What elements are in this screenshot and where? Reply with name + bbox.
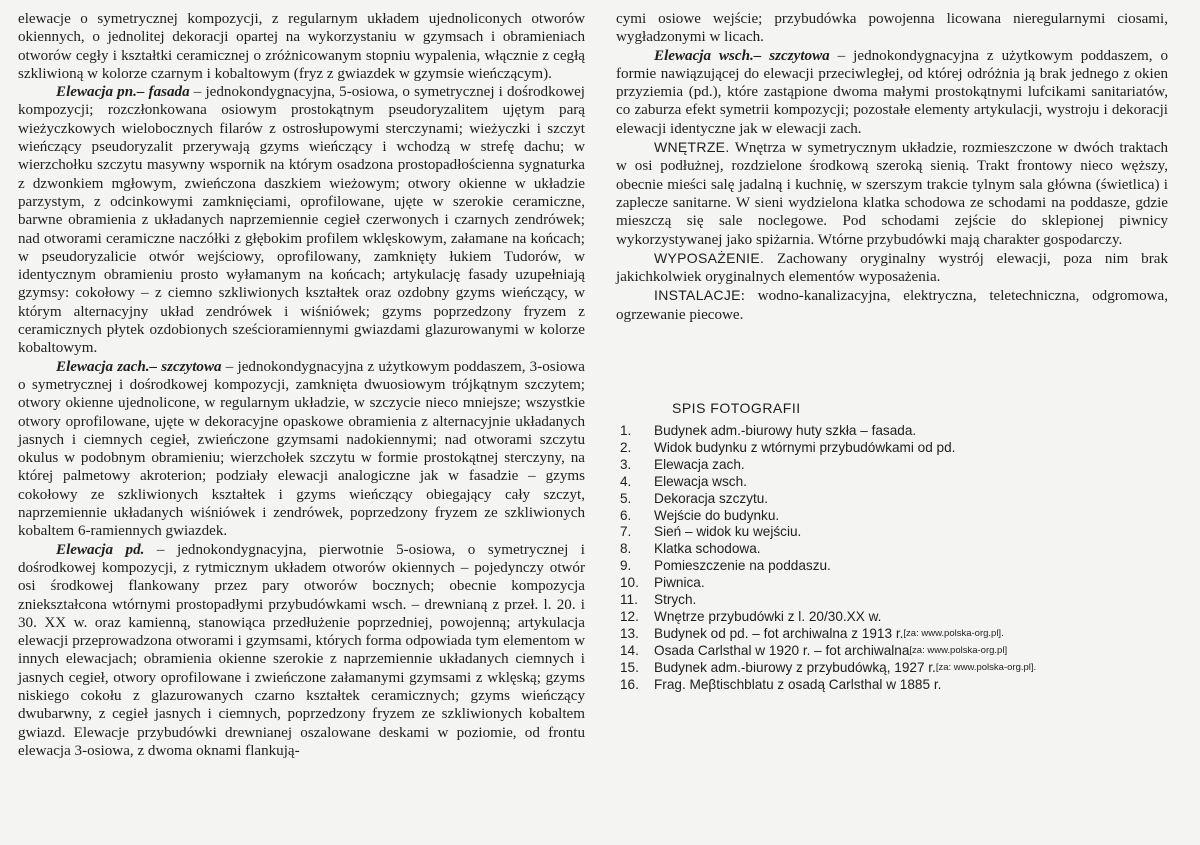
photo-list-item	[620, 474, 1180, 491]
photo-list-caption: Budynek adm.-biurowy z przybudówką, 1927 r.	[654, 659, 936, 675]
photo-list-caption: Frag. Meβtischblatu z osadą Carlsthal w 1885 r.	[654, 676, 942, 692]
heading-south-elevation: Elewacja pd.	[56, 541, 145, 558]
photo-list-source: [za: www.polska-org.pl].	[903, 627, 1004, 639]
heading-east-elevation: Elewacja wsch.– szczytowa	[654, 47, 830, 64]
photo-list-item	[620, 660, 1180, 677]
photo-list-number: 1.	[620, 423, 632, 438]
photo-list-caption: Widok budynku z wtórnymi przybudówkami od pd.	[654, 439, 956, 455]
photo-list-number: 14.	[620, 642, 639, 658]
photo-list-number: 13.	[620, 625, 639, 641]
photo-list-caption: Elewacja wsch.	[654, 473, 747, 489]
left-text-column	[18, 10, 585, 760]
photo-list	[620, 423, 1180, 694]
paragraph-continuation: cymi osiowe wejście; przybudówka powojenna licowana nieregularnymi ciosami, wygładzonymi w licach.	[616, 11, 1168, 46]
photo-list-number: 3.	[620, 456, 632, 472]
photo-list-number: 16.	[620, 676, 639, 692]
paragraph-interior	[616, 138, 1168, 249]
body-equipment: Zachowany oryginalny wystrój elewacji, poza nim brak jakichkolwiek oryginalnych elementów wyposażenia.	[616, 250, 1168, 286]
photo-list-number: 7.	[620, 524, 632, 540]
photo-list-item	[620, 643, 1180, 660]
body-east-elevation: – jednokondygnacyjna z użytkowym poddaszem, o formie nawiązującej do elewacji przeciwległej, od której odróżnia ją brak jednego z okien przyziemia (pd.), które zastąpione dwoma małymi prostokątnymi lufcikami sanitariatów, co zaburza efekt symetrii kompozycji; pozostałe elementy artykulacji, wystroju i dekoracji elewacji identyczne jak w elewacji zach.	[616, 47, 1168, 137]
paragraph-east-elevation	[616, 47, 1168, 138]
photo-list-caption: Budynek adm.-biurowy huty szkła – fasada.	[654, 423, 917, 438]
photo-list-item	[620, 524, 1180, 541]
photo-list-number: 10.	[620, 575, 639, 591]
paragraph-west-elevation	[18, 358, 585, 541]
photo-list-number: 9.	[620, 558, 632, 574]
photo-list-caption: Elewacja zach.	[654, 456, 745, 472]
photo-list-number: 4.	[620, 473, 632, 489]
heading-north-elevation: Elewacja pn.– fasada	[56, 84, 190, 101]
photo-list-item	[620, 440, 1180, 457]
photo-list-caption: Pomieszczenie na poddaszu.	[654, 558, 831, 574]
photo-list-caption: Budynek od pd. – fot archiwalna z 1913 r.	[654, 625, 904, 641]
paragraph-south-elevation	[18, 541, 585, 761]
photo-list-caption: Wnętrze przybudówki z l. 20/30.XX w.	[654, 608, 882, 624]
photo-list-caption: Sień – widok ku wejściu.	[654, 524, 802, 540]
heading-interior: WNĘTRZE.	[654, 139, 730, 156]
photo-list-title: SPIS FOTOGRAFII	[672, 400, 801, 416]
photo-list-item	[620, 626, 1180, 643]
photo-list-number: 15.	[620, 659, 639, 675]
photo-list-item	[620, 592, 1180, 609]
photo-list-item	[620, 457, 1180, 474]
heading-installations: INSTALACJE	[654, 287, 741, 304]
body-north-elevation: – jednokondygnacyjna, 5-osiowa, o symetrycznej i dośrodkowej kompozycji; rozczłonkowana osiowym prostokątnym pseudoryzalitem ujętym parą wieżyczkowych wielobocznych filarów z ostrosłupowymi sterczynami; wieżyczki i szczyt wieńczący pseudoryzalit przerywają gzyms wieńczący i wchodzą w strefę dachu; w wierzchołku szczytu masywny wspornik na którym osadzona prostopadłościenna sygnaturka z dzwonkiem mgłowym, zwieńczona daszkiem wieżowym; otwory okienne w układzie parzystym, z odcinkowymi zamknięciami, oprofilowane, ujęte w szerokie ceramiczne, barwne obramienia z układanych naprzemiennie cegieł czerwonych i czarnych zendrówek; nad otworami ceramiczne naczółki z głębokim profilem wklęskowym, załamane na końcach; w pseudoryzalicie otwór wejściowy, oprofilowany, zamknięty łukiem Tudorów, w identycznym obramieniu prosto wyłamanym na końcach; artykulację fasady uzupełniają gzymsy: cokołowy – z ciemno szkliwionych kształtek oraz ozdobny gzyms wieńczący, w którym alternacyjny układ zendrówek i wiśniówek; gzyms poprzedzony fryzem z ceramicznych płytek ozdobionych sześcioramiennymi gwiazdami glazurowanymi w kolorze kobaltowym.	[18, 84, 585, 357]
photo-list-item	[620, 491, 1180, 508]
photo-list-number: 6.	[620, 507, 632, 523]
photo-list-item	[620, 508, 1180, 525]
photo-list-number: 5.	[620, 490, 632, 506]
photo-list-item	[620, 609, 1180, 626]
photo-list-caption: Klatka schodowa.	[654, 541, 761, 557]
paragraph-north-elevation	[18, 83, 585, 357]
paragraph-equipment	[616, 249, 1168, 287]
photo-list-source: [za: www.polska-org.pl]	[909, 644, 1008, 656]
body-installations: : wodno-kanalizacyjna, elektryczna, teletechniczna, odgromowa, ogrzewanie piecowe.	[616, 288, 1168, 323]
body-west-elevation: – jednokondygnacyjna z użytkowym poddaszem, 3-osiowa o symetrycznej i dośrodkowej kompozycji, zamknięta dwuosiowym trójkątnym szczytem; otwory okienne ujednolicone, w regularnym układzie, w szczycie nieco mniejsze; wszystkie otwory oprofilowane, ujęte w dekoracyjne opaskowe obramienia z alternacyjnie układanych jasnych i ciemnych cegieł, zwieńczone gzymsami nadokiennymi; nad otworami szczytu okulus w podobnym obramieniu; wierzchołek szczytu w formie prostokątnej sterczyny, na której palmetowy akroterion; podziały elewacji analogiczne jak w fasadzie – gzyms cokołowy ze szkliwionych kształtek i gzyms wieńczący obiegający cały szczyt, naprzemiennie układanych wiśniówek i zendrówek, poprzedzony fryzem ze szkliwionych kobaltem 6-ramiennych gwiazdek.	[18, 358, 585, 540]
body-interior: Wnętrza w symetrycznym układzie, rozmieszczone w dwóch traktach w osi podłużnej, rozdzielone środkową szeroką sienią. Trakt frontowy nieco węższy, obecnie mieści salę jadalną i kuchnię, w szerszym trakcie tylnym sala główna (świetlica) i zaplecze sanitarne. W sieni wydzielona klatka schodowa ze schodami na poddasze, gdzie mieszczą się sale noclegowe. Pod schodami zejście do sklepionej piwnicy wykorzystywanej jako spiżarnia. Wtórne przybudówki mają charakter gospodarczy.	[616, 140, 1168, 248]
photo-list-caption: Wejście do budynku.	[654, 507, 780, 523]
photo-list-item	[620, 558, 1180, 575]
paragraph-elevations-intro: elewacje o symetrycznej kompozycji, z regularnym układem ujednoliconych otworów okiennych, o jednolitej dekoracji opartej na wykorzystaniu w gzymsach i obramieniach otworów cegły i kształtki ceramicznej o zróżnicowanym stopniu wypalenia, włącznie z cegłą szkliwioną w kolorze czarnym i kobaltowym (fryz z gwiazdek w gzymsie wieńczącym).	[18, 11, 585, 82]
photo-list-caption: Piwnica.	[654, 575, 705, 591]
photo-list-number: 11.	[620, 592, 638, 608]
heading-equipment: WYPOSAŻENIE.	[654, 249, 765, 266]
photo-list-number: 2.	[620, 439, 632, 455]
photo-list-caption: Dekoracja szczytu.	[654, 490, 769, 506]
photo-list-item	[620, 575, 1180, 592]
right-text-column	[616, 10, 1168, 324]
photo-list-source: [za: www.polska-org.pl].	[935, 661, 1037, 673]
photo-list-item	[620, 541, 1180, 558]
photo-list-item	[620, 677, 1180, 694]
body-south-elevation: – jednokondygnacyjna, pierwotnie 5-osiowa, o symetrycznej i dośrodkowej kompozycji, z rytmicznym układem otworów okiennych – pojedynczy otwór osi środkowej flankowany przez pary otworów bocznych; obecnie kompozycja zniekształcona wtórnymi prostopadłymi przybudówkami wsch. – drewnianą z przeł. l. 20. i 30. XX w. oraz kamienną, stanowiąca przedłużenie poprzedniej, powojenną; artykulacja elewacji przeprowadzona otworami i gzymsami, których forma odpowiada tym elementom w innych elewacjach; obramienia okienne szerokie z naprzemiennie układanych ciemnych i jasnych cegieł, otwory oprofilowane i zwieńczone załamanymi gzymsami z wklęską; gzyms niskiego cokołu z glazurowanych czarno kształtek ceramicznych; gzyms wieńczący dwubarwny, z cegieł jasnych i ciemnych, poprzedzony fryzem ze szkliwionych kobaltem gwiazd. Elewacje przybudówki drewnianej oszalowane deskami w poziomie, od frontu elewacja 3-osiowa, z dwoma oknami flankują-	[18, 541, 585, 759]
photo-list-item	[620, 423, 1180, 440]
photo-list-number: 8.	[620, 541, 632, 557]
photo-list-caption: Osada Carlsthal w 1920 r. – fot archiwalna	[654, 642, 910, 658]
photo-list-number: 12.	[620, 608, 639, 624]
paragraph-installations	[616, 286, 1168, 324]
photo-list-caption: Strych.	[654, 592, 697, 608]
heading-west-elevation: Elewacja zach.– szczytowa	[56, 358, 222, 375]
